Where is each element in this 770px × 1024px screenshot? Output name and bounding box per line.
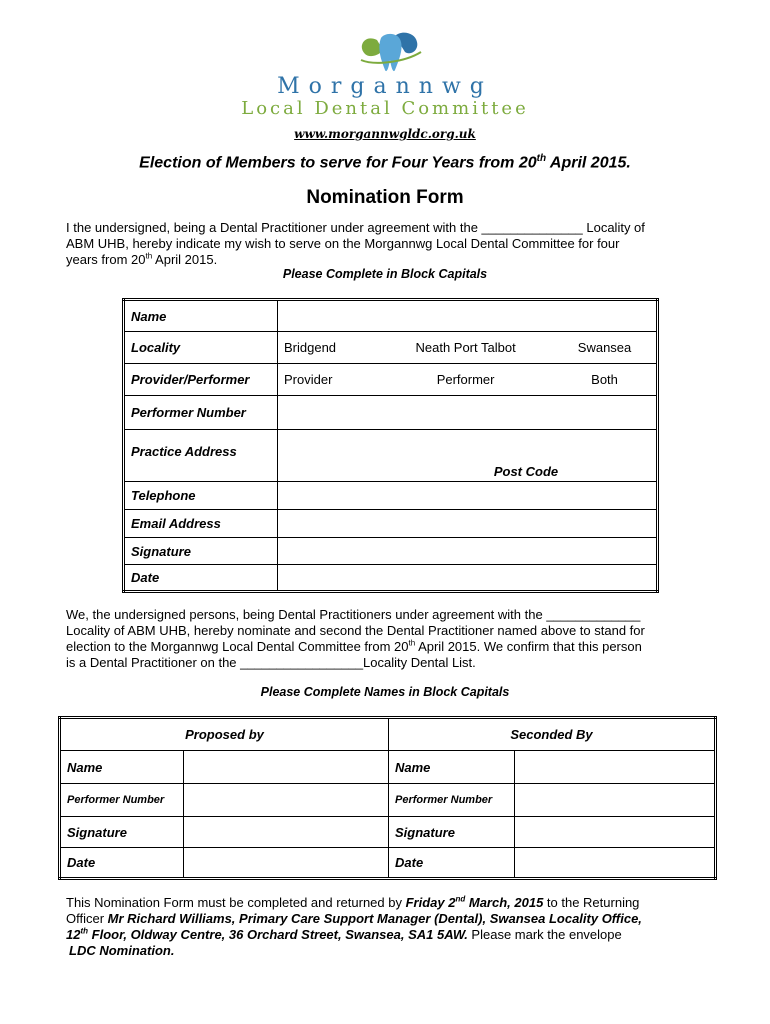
proposer-name-label: Name — [60, 751, 184, 784]
performer-number-label: Performer Number — [124, 396, 278, 430]
option-both[interactable]: Both — [553, 364, 657, 396]
locality-option-swansea[interactable]: Swansea — [553, 332, 657, 364]
practice-address-field[interactable] — [278, 430, 658, 482]
seconder-performer-number-label: Performer Number — [389, 784, 515, 817]
seconder-performer-number-field[interactable] — [515, 784, 716, 817]
intro-paragraph: I the undersigned, being a Dental Practitioner under agreement with the ______________ Locality of ABM UHB, hereby indicate my wish to serve on the Morgannwg Local Dental Committee for four years from 20th April 2015. — [66, 220, 645, 267]
name-label: Name — [124, 300, 278, 332]
tooth-icon — [355, 30, 425, 78]
telephone-field[interactable] — [278, 482, 658, 510]
seconder-name-field[interactable] — [515, 751, 716, 784]
nomination-paragraph: We, the undersigned persons, being Dental Practitioners under agreement with the _____________ Locality of ABM UHB, hereby nominate and second the Dental Practitioner named above to stand for election to the Morgannwg Local Dental Committee from 20th April 2015. We confirm that this person is a Dental Practitioner on the _________________Locality Dental List. — [66, 607, 645, 670]
committee-logo — [230, 30, 540, 125]
seconder-signature-label: Signature — [389, 817, 515, 848]
proposer-date-label: Date — [60, 848, 184, 879]
option-performer[interactable]: Performer — [378, 364, 553, 396]
performer-number-field[interactable] — [278, 396, 658, 430]
signature-label: Signature — [124, 538, 278, 565]
provider-performer-label: Provider/Performer — [124, 364, 278, 396]
seconder-date-field[interactable] — [515, 848, 716, 879]
seconder-date-label: Date — [389, 848, 515, 879]
date-label: Date — [124, 565, 278, 592]
email-field[interactable] — [278, 510, 658, 538]
locality-option-neath-port-talbot[interactable]: Neath Port Talbot — [378, 332, 553, 364]
website-link[interactable]: www.morgannwgldc.org.uk — [294, 127, 476, 141]
seconder-signature-field[interactable] — [515, 817, 716, 848]
proposer-signature-field[interactable] — [184, 817, 389, 848]
locality-option-bridgend[interactable]: Bridgend — [278, 332, 379, 364]
seconder-name-label: Name — [389, 751, 515, 784]
seconded-by-header: Seconded By — [389, 718, 716, 751]
signature-field[interactable] — [278, 538, 658, 565]
nominee-details-table — [122, 298, 659, 593]
practice-address-label: Practice Address — [124, 430, 278, 482]
names-block-capitals-note: Please Complete Names in Block Capitals — [260, 685, 510, 699]
name-field[interactable] — [278, 300, 658, 332]
page-title: Nomination Form — [306, 187, 464, 208]
option-provider[interactable]: Provider — [278, 364, 379, 396]
logo-name: Morgannwg — [277, 74, 493, 99]
telephone-label: Telephone — [124, 482, 278, 510]
proposer-date-field[interactable] — [184, 848, 389, 879]
proposer-name-field[interactable] — [184, 751, 389, 784]
proposer-signature-label: Signature — [60, 817, 184, 848]
proposer-performer-number-label: Performer Number — [60, 784, 184, 817]
election-heading: Election of Members to serve for Four Years from 20th April 2015. — [139, 153, 631, 172]
date-field[interactable] — [278, 565, 658, 592]
return-instructions: This Nomination Form must be completed and returned by Friday 2nd March, 2015 to the Returning Officer Mr Richard Williams, Primary Care Support Manager (Dental), Swansea Locality Office, 12th Floor, Oldway Centre, 36 Orchard Street, Swansea, SA1 5AW. Please mark the envelope LDC Nomination. — [66, 894, 642, 958]
block-capitals-note: Please Complete in Block Capitals — [282, 267, 488, 281]
locality-label: Locality — [124, 332, 278, 364]
post-code-label: Post Code — [493, 464, 559, 479]
email-label: Email Address — [124, 510, 278, 538]
proposer-performer-number-field[interactable] — [184, 784, 389, 817]
proposed-by-header: Proposed by — [60, 718, 389, 751]
proposer-seconder-table — [58, 716, 717, 880]
logo-subtitle: Local Dental Committee — [241, 98, 529, 119]
